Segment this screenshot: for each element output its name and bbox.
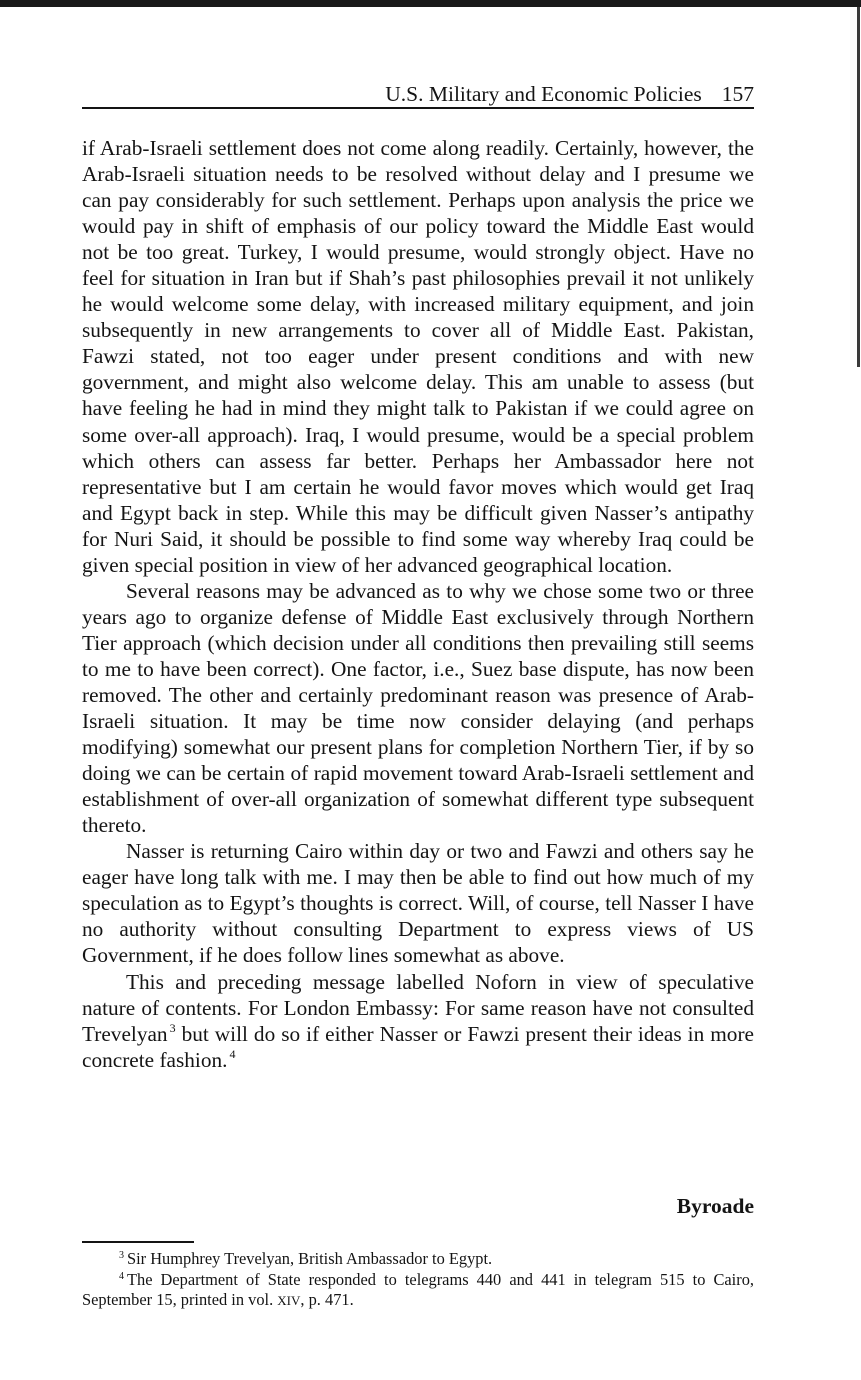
footnote-4-volume: XIV: [277, 1293, 301, 1308]
footnote-ref-4: 4: [229, 1046, 236, 1061]
running-title: U.S. Military and Economic Policies: [385, 82, 702, 106]
top-scan-border: [0, 0, 861, 7]
signature: Byroade: [676, 1194, 754, 1218]
paragraph-3: Nasser is returning Cairo within day or two and Fawzi and others say he eager have long talk with me. I may then be able to find out how much of my speculation as to Egypt’s thoughts is correct. Will, of course, tell Nasser I have no authority without consulting Department to express views of US Government, if he does follow lines somewhat as above.: [82, 839, 754, 968]
page-number: 157: [721, 82, 754, 106]
paragraph-2: Several reasons may be advanced as to why we chose some two or three years ago to organize defense of Middle East exclusively through Northern Tier approach (which decision under all conditions then prevailing still seems to me to have been correct). One factor, i.e., Suez base dispute, has now been removed. The other and certainly predominant reason was presence of Arab-Israeli situation. It may be time now consider delaying (and perhaps modifying) somewhat our present plans for completion Northern Tier, if by so doing we can be certain of rapid movement toward Arab-Israeli settlement and establishment of over-all organization of somewhat different type subsequent thereto.: [82, 578, 754, 838]
right-scan-edge: [857, 7, 860, 367]
running-header: [82, 80, 754, 108]
paragraph-1: if Arab-Israeli settlement does not come along readily. Certainly, however, the Arab-Israeli situation needs to be resolved without delay and I presume we can pay considerably for such settlement. Perhaps upon analysis the price we would pay in shift of emphasis of our policy toward the Middle East would not be too great. Turkey, I would presume, would strongly object. Have no feel for situation in Iran but if Shah’s past philosophies prevail it not unlikely he would welcome some delay, with increased military equipment, and join subsequently in new arrangements to cover all of Middle East. Pakistan, Fawzi stated, not too eager under present conditions and with new government, and might also welcome delay. This am unable to assess (but have feeling he had in mind they might talk to Pakistan if we could agree on some over-all approach). Iraq, I would presume, would be a special problem which others can assess far better. Perhaps her Ambassador here not representative but I am certain he would favor moves which would get Iraq and Egypt back in step. While this may be difficult given Nasser’s antipathy for Nuri Said, it should be possible to find some way whereby Iraq could be given special position in view of her advanced geographical location.: [82, 136, 754, 577]
paragraph-4-text-b: but will do so if either Nasser or Fawzi present their ideas in more concrete fashion.: [82, 1021, 754, 1072]
footnote-ref-3: 3: [169, 1020, 176, 1035]
footnote-rule: [82, 1241, 194, 1243]
footnote-4: [82, 1270, 754, 1312]
footnote-4-marker: 4: [119, 1270, 124, 1282]
footnote-4-text-a: The Department of State responded to telegrams 440 and 441 in telegram 515 to Cairo, September 15, printed in vol.: [82, 1269, 754, 1309]
footnote-3-text: Sir Humphrey Trevelyan, British Ambassador to Egypt.: [127, 1249, 493, 1268]
paragraph-4: [82, 969, 754, 1073]
body-text: [82, 135, 754, 1073]
header-rule: [82, 107, 754, 109]
footnote-3-marker: 3: [119, 1250, 124, 1261]
footnote-4-text-b: , p. 471.: [300, 1290, 354, 1309]
footnotes: [82, 1249, 754, 1312]
footnote-3: [82, 1249, 754, 1270]
paragraph-4-text-a: This and preceding message labelled Noforn in view of speculative nature of contents. For London Embassy: For same reason have not consulted Trevelyan: [82, 969, 754, 1046]
